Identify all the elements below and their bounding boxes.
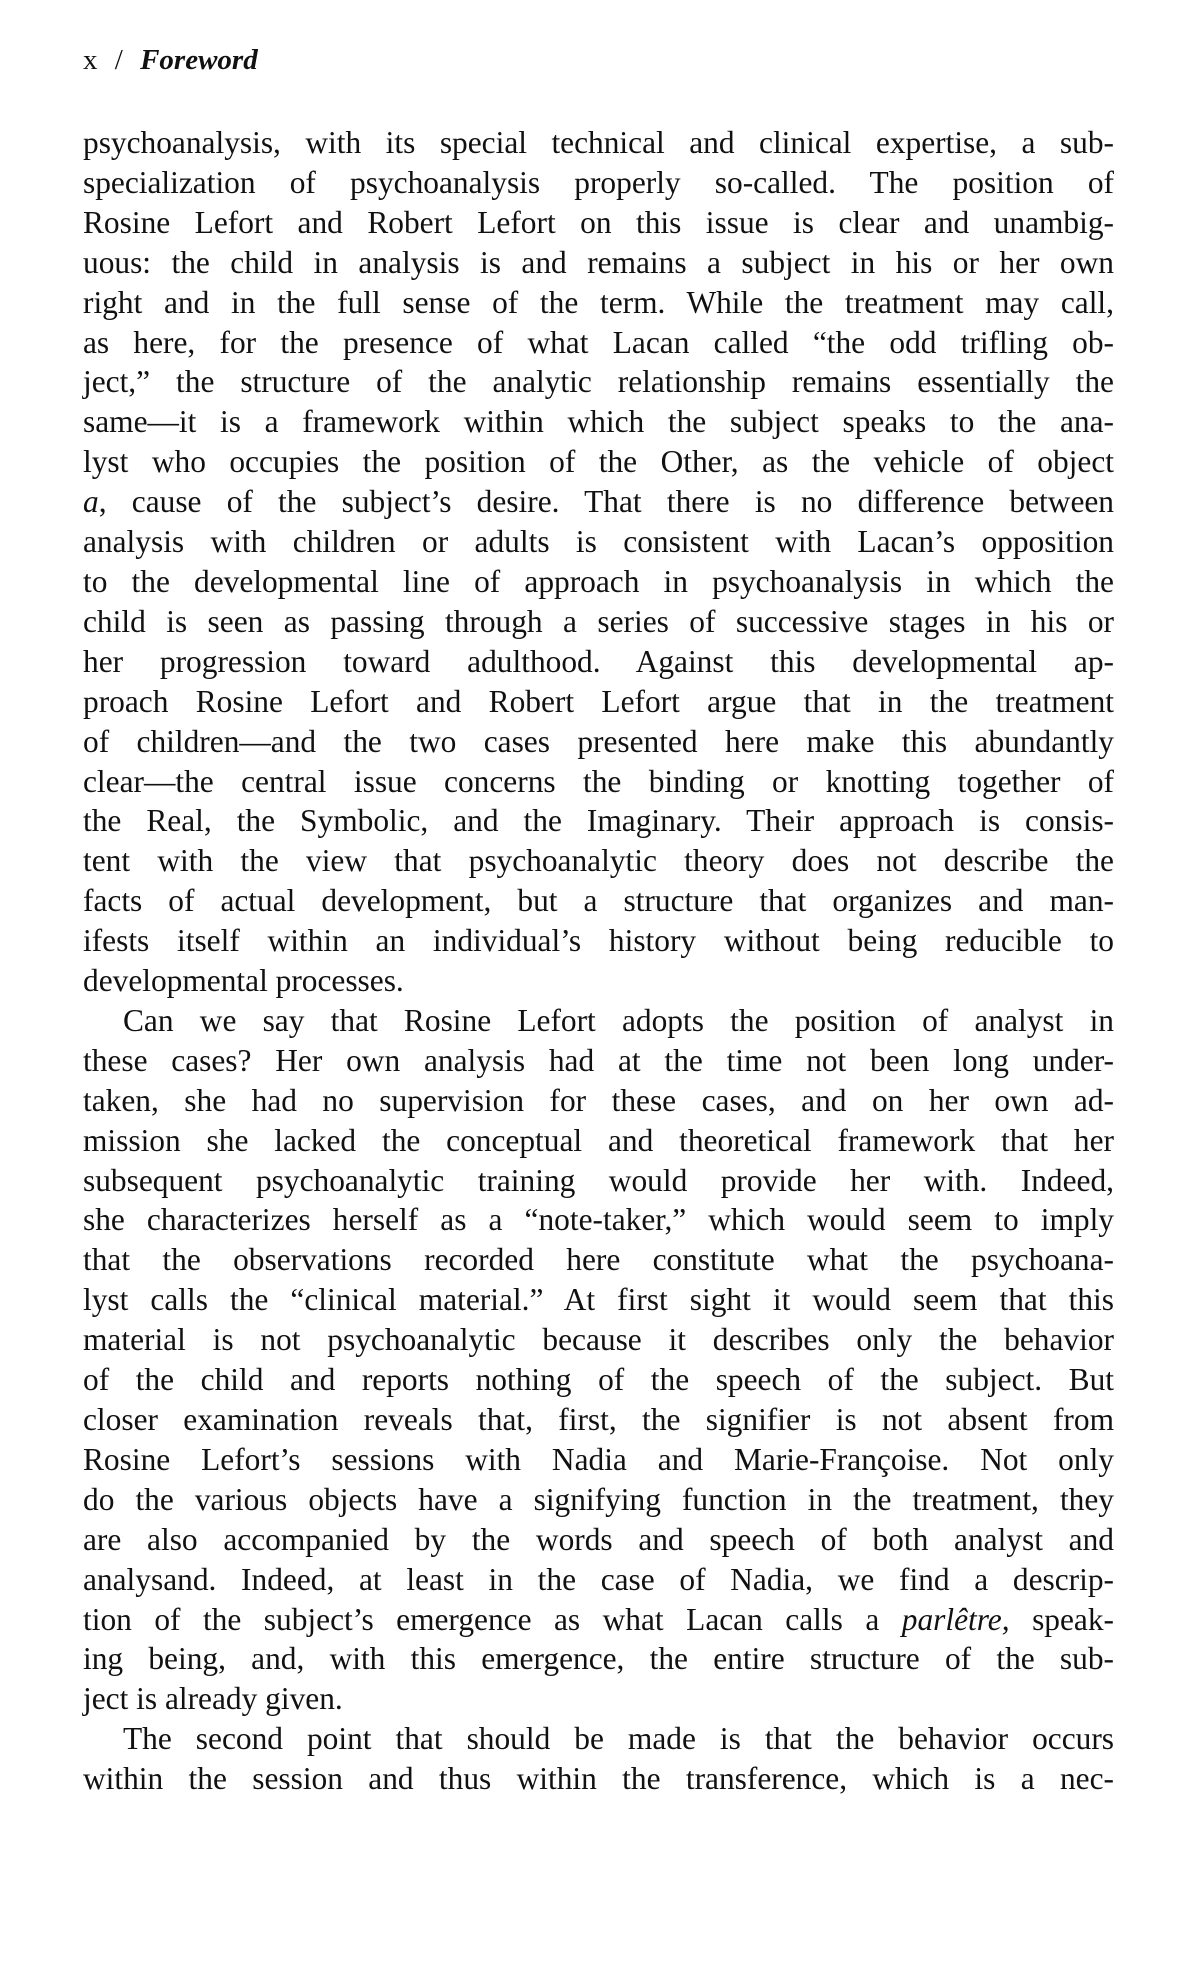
text-line: of children—and the two cases presented here make this abundantly [83, 723, 1114, 759]
body-text [83, 123, 1114, 1799]
text-line: mission she lacked the conceptual and theoretical framework that her [83, 1122, 1114, 1158]
text-line: ject,” the structure of the analytic relationship remains essentially the [83, 364, 1114, 400]
text-line: lyst calls the “clinical material.” At first sight it would seem that this [83, 1282, 1114, 1318]
italic-term: a [83, 484, 99, 520]
text-line: psychoanalysis, with its special technical and clinical expertise, a sub- [83, 125, 1114, 160]
text-line: material is not psychoanalytic because it describes only the behavior [83, 1322, 1114, 1358]
text-line: the Real, the Symbolic, and the Imaginary. Their approach is consis- [83, 803, 1114, 839]
text-line: analysand. Indeed, at least in the case of Nadia, we find a descrip- [83, 1561, 1114, 1597]
text-line: The second point that should be made is that the behavior occurs [123, 1721, 1114, 1757]
text-line: to the developmental line of approach in psychoanalysis in which the [83, 563, 1114, 599]
text-line: ing being, and, with this emergence, the entire structure of the sub- [83, 1641, 1114, 1677]
text-line: same—it is a framework within which the subject speaks to the ana- [83, 404, 1114, 440]
text-line: these cases? Her own analysis had at the time not been long under- [83, 1042, 1114, 1078]
text-line: uous: the child in analysis is and remains a subject in his or her own [83, 244, 1114, 280]
text-line: Rosine Lefort and Robert Lefort on this issue is clear and unambig- [83, 204, 1114, 240]
paragraph [83, 123, 1114, 1001]
text-line: ifests itself within an individual’s history without being reducible to [83, 923, 1114, 959]
text-line: facts of actual development, but a structure that organizes and man- [83, 883, 1114, 919]
text-line: do the various objects have a signifying function in the treatment, they [83, 1481, 1114, 1517]
paragraph [83, 1719, 1114, 1799]
text-line: tent with the view that psychoanalytic theory does not describe the [83, 843, 1114, 879]
text-line: are also accompanied by the words and speech of both analyst and [83, 1521, 1114, 1557]
running-head [83, 40, 258, 80]
text-line: ject is already given. [83, 1681, 343, 1717]
text-line: closer examination reveals that, first, the signifier is not absent from [83, 1402, 1114, 1437]
text-line: within the session and thus within the transference, which is a nec- [83, 1761, 1114, 1797]
text-line: right and in the full sense of the term. While the treatment may call, [83, 284, 1114, 320]
text-run: speak- [1009, 1601, 1114, 1637]
text-line: child is seen as passing through a series of successive stages in his or [83, 603, 1114, 639]
running-head-separator: / [114, 44, 123, 76]
paragraph [83, 1001, 1114, 1719]
text-line: Can we say that Rosine Lefort adopts the position of analyst in [123, 1002, 1114, 1038]
text-line: she characterizes herself as a “note-taker,” which would seem to imply [83, 1202, 1114, 1238]
text-line: subsequent psychoanalytic training would provide her with. Indeed, [83, 1162, 1114, 1198]
running-head-title: Foreword [140, 44, 258, 76]
text-line: of the child and reports nothing of the speech of the subject. But [83, 1362, 1114, 1398]
text-run: tion of the subject’s emergence as what Lacan calls a [83, 1601, 902, 1637]
text-line: proach Rosine Lefort and Robert Lefort argue that in the treatment [83, 683, 1114, 719]
text-line: analysis with children or adults is consistent with Lacan’s opposition [83, 524, 1114, 560]
text-line: lyst who occupies the position of the Other, as the vehicle of object [83, 444, 1114, 480]
text-line: clear—the central issue concerns the binding or knotting together of [83, 763, 1114, 799]
text-line: specialization of psychoanalysis properly so-called. The position of [83, 164, 1114, 200]
text-run: , cause of the subject’s desire. That there is no difference between [98, 484, 1114, 520]
text-line: developmental processes. [83, 963, 404, 999]
text-line: Rosine Lefort’s sessions with Nadia and Marie-Françoise. Not only [83, 1441, 1114, 1477]
text-line: her progression toward adulthood. Against this developmental ap- [83, 643, 1114, 679]
text-line: as here, for the presence of what Lacan called “the odd trifling ob- [83, 324, 1114, 360]
text-line [83, 1600, 1114, 1640]
text-line [83, 482, 1114, 522]
text-line: taken, she had no supervision for these cases, and on her own ad- [83, 1082, 1114, 1118]
page-number: x [83, 44, 98, 76]
italic-term: parlêtre, [901, 1601, 1010, 1637]
text-line: that the observations recorded here constitute what the psychoana- [83, 1242, 1114, 1278]
